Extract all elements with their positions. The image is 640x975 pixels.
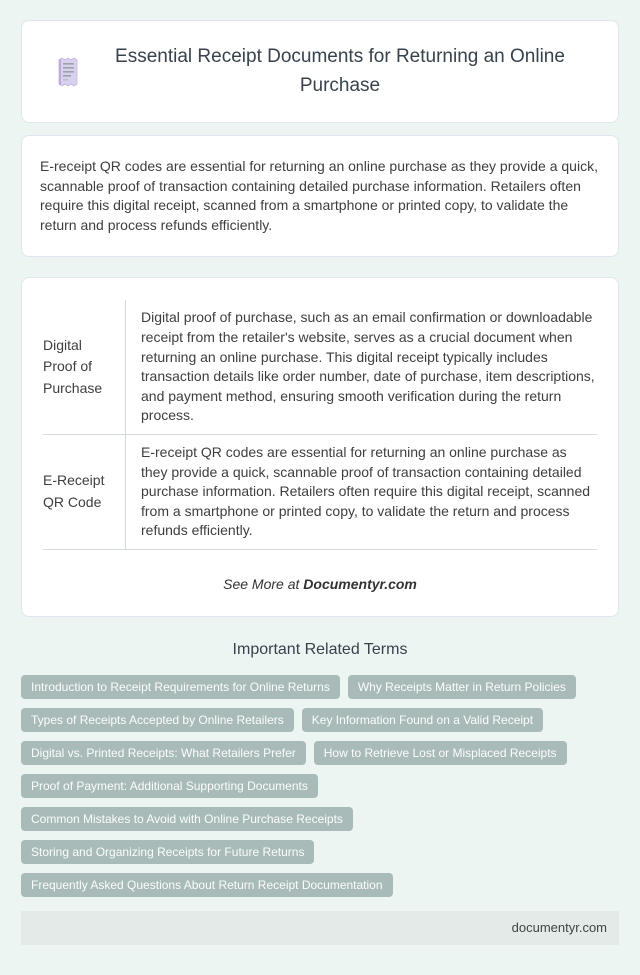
intro-text: E-receipt QR codes are essential for returning an online purchase as they provide a quick, scannable proof of transaction containing detailed purchase information. Retailers often require this digital receipt, scanned from a smartphone or printed copy, to validate the return and process refunds efficiently. (40, 158, 598, 233)
tag-row (21, 675, 619, 699)
term-label: E-Receipt QR Code (43, 435, 125, 550)
intro-card (21, 135, 619, 257)
tag-row (21, 708, 619, 732)
term-description: E-receipt QR codes are essential for returning an online purchase as they provide a quick, scannable proof of transaction containing detailed purchase information. Retailers often require this digital receipt, scanned from a smartphone or printed copy, to validate the return and process refunds efficiently. (125, 435, 597, 550)
footer-domain: documentyr.com (511, 920, 607, 936)
tag-row (21, 840, 619, 864)
related-term-tag[interactable]: How to Retrieve Lost or Misplaced Receipts (314, 741, 567, 765)
related-term-tag[interactable]: Introduction to Receipt Requirements for Online Returns (21, 675, 340, 699)
term-description: Digital proof of purchase, such as an email confirmation or downloadable receipt from the retailer's website, serves as a crucial document when returning an online purchase. This digital receipt typically includes transaction details like order number, date of purchase, item descriptions, and payment method, ensuring smooth verification during the return process. (125, 300, 597, 435)
see-more-site-name: Documentyr.com (303, 575, 417, 592)
tag-row (21, 741, 619, 765)
related-term-tag[interactable]: Storing and Organizing Receipts for Future Returns (21, 840, 314, 864)
footer-bar (21, 911, 619, 945)
tag-row (21, 774, 619, 798)
header-card (21, 20, 619, 123)
see-more-line (43, 576, 597, 592)
page-title: Essential Receipt Documents for Returning an Online Purchase (115, 46, 565, 96)
tag-row (21, 807, 619, 831)
related-term-tag[interactable]: Common Mistakes to Avoid with Online Purchase Receipts (21, 807, 353, 831)
related-term-tag[interactable]: Digital vs. Printed Receipts: What Retailers Prefer (21, 741, 306, 765)
related-term-tag[interactable]: Types of Receipts Accepted by Online Retailers (21, 708, 294, 732)
table-row (43, 435, 597, 550)
related-terms-heading: Important Related Terms (232, 640, 408, 658)
related-term-tag[interactable]: Why Receipts Matter in Return Policies (348, 675, 576, 699)
receipt-icon (56, 57, 80, 87)
term-label: Digital Proof of Purchase (43, 300, 125, 435)
definitions-card (21, 277, 619, 617)
related-term-tag[interactable]: Proof of Payment: Additional Supporting Documents (21, 774, 318, 798)
related-term-tag[interactable]: Frequently Asked Questions About Return Receipt Documentation (21, 873, 393, 897)
tag-row (21, 873, 619, 897)
definitions-table (43, 300, 597, 550)
table-row (43, 300, 597, 435)
see-more-prefix: See More at (223, 575, 304, 592)
related-terms-list (21, 675, 619, 897)
related-term-tag[interactable]: Key Information Found on a Valid Receipt (302, 708, 543, 732)
